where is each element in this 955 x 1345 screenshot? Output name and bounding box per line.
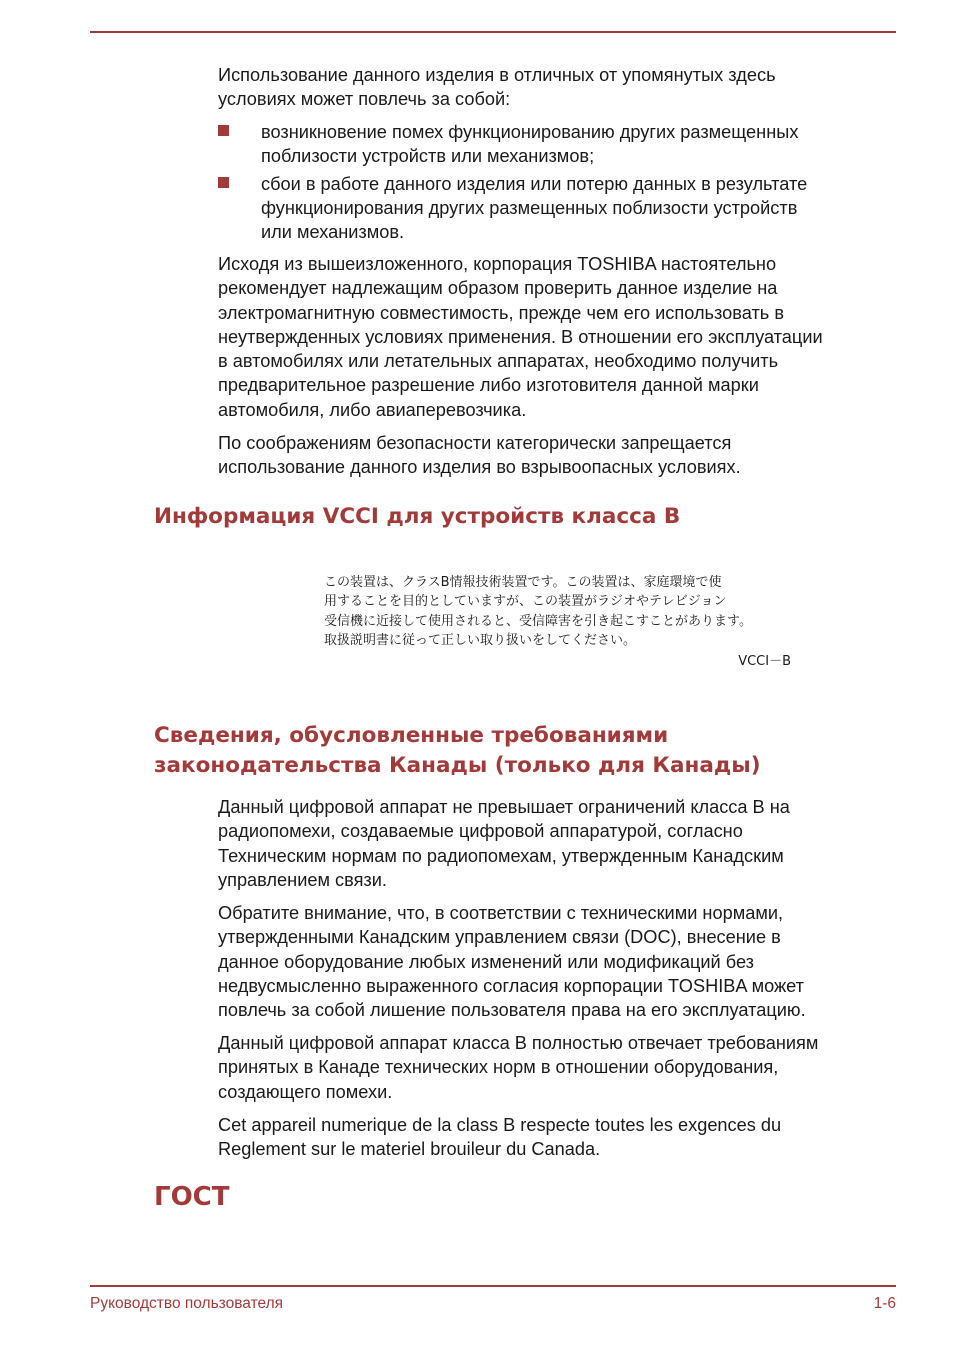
recommendation-paragraph: [218, 252, 908, 422]
canada-paragraph-french: [218, 1113, 908, 1162]
text-line: По соображениям безопасности категорически запрещается: [218, 433, 732, 453]
footer-title: Руководство пользователя: [90, 1295, 284, 1312]
canada-paragraph-2: [218, 901, 908, 1022]
consequences-list: [218, 120, 898, 244]
text-line: условиях может повлечь за собой:: [218, 89, 511, 110]
text-line: Использование данного изделия в отличных от упомянутых здесь: [218, 65, 776, 85]
canada-paragraph-1: [218, 795, 908, 892]
text-line: данное оборудование любых изменений или модификаций без: [218, 951, 755, 972]
text-line: функционирования других размещенных поблизости устройств: [261, 197, 798, 218]
text-line: Данный цифровой аппарат не превышает ограничений класса B на: [218, 797, 790, 817]
text-line: Техническим нормам по радиопомехам, утвержденным Канадским: [218, 845, 784, 866]
text-line: Данный цифровой аппарат класса B полностью отвечает требованиям: [218, 1033, 819, 1053]
text-line: в автомобилях или летательных аппаратах, необходимо получить: [218, 351, 779, 372]
text-line: недвусмысленно выраженного согласия корпорации TOSHIBA может: [218, 975, 805, 996]
footer-rule: [90, 1285, 896, 1287]
list-item: [218, 120, 898, 169]
heading-line: Сведения, обусловленные требованиями: [154, 723, 669, 748]
text-line: Reglement sur le materiel brouileur du Canada.: [218, 1139, 601, 1160]
text-line: создающего помехи.: [218, 1081, 393, 1102]
text-line: утвержденными Канадским управлением связи (DOC), внесение в: [218, 927, 781, 948]
text-line: Обратите внимание, что, в соответствии с техническими нормами,: [218, 903, 784, 923]
text-line: принятых в Канаде технических норм в отношении оборудования,: [218, 1057, 779, 1078]
safety-paragraph: [218, 431, 908, 480]
vcci-heading: Информация VCCI для устройств класса B: [154, 504, 681, 529]
text-line: повлечь за собой лишение пользователя права на его эксплуатацию.: [218, 1000, 806, 1021]
vcci-notice: [324, 573, 804, 671]
text-line: поблизости устройств или механизмов;: [261, 146, 595, 167]
canada-paragraph-3: [218, 1031, 908, 1104]
square-bullet-icon: [218, 177, 229, 188]
header-rule: [90, 31, 896, 33]
vcci-line: 用することを目的としていますが、この装置がラジオやテレビジョン: [324, 594, 727, 610]
vcci-line: この装置は、クラスB情報技術装置です。この装置は、家庭環境で使: [324, 575, 722, 590]
text-line: возникновение помех функционированию других размещенных: [261, 122, 799, 142]
gost-heading: ГОСТ: [154, 1182, 230, 1212]
text-line: или механизмов.: [261, 222, 405, 243]
text-line: сбои в работе данного изделия или потерю данных в результате: [261, 173, 808, 194]
text-line: управлением связи.: [218, 869, 387, 890]
square-bullet-icon: [218, 125, 229, 136]
text-line: Cet appareil numerique de la class B respecte toutes les exgences du: [218, 1115, 782, 1135]
page-number: 1-6: [873, 1295, 896, 1312]
text-line: неутвержденных условиях применения. В отношении его эксплуатации: [218, 326, 823, 347]
text-line: предварительное разрешение либо изготовителя данной марки: [218, 375, 759, 396]
text-line: радиопомехи, создаваемые цифровой аппаратурой, согласно: [218, 821, 743, 842]
canada-heading: [154, 721, 894, 781]
intro-paragraph: [218, 63, 908, 112]
text-line: использование данного изделия во взрывоопасных условиях.: [218, 457, 741, 478]
vcci-line: 受信機に近接して使用されると、受信障害を引き起こすことがあります。: [324, 613, 752, 629]
heading-line: законодательства Канады (только для Канады): [154, 753, 761, 778]
text-line: рекомендует надлежащим образом проверить данное изделие на: [218, 278, 778, 299]
vcci-code: VCCI－B: [738, 653, 791, 669]
text-line: автомобиля, либо авиаперевозчика.: [218, 399, 527, 420]
text-line: Исходя из вышеизложенного, корпорация TOSHIBA настоятельно: [218, 254, 777, 274]
text-line: электромагнитную совместимость, прежде чем его использовать в: [218, 302, 784, 323]
vcci-line: 取扱説明書に従って正しい取り扱いをしてください。: [324, 633, 637, 649]
list-item: [218, 172, 898, 245]
